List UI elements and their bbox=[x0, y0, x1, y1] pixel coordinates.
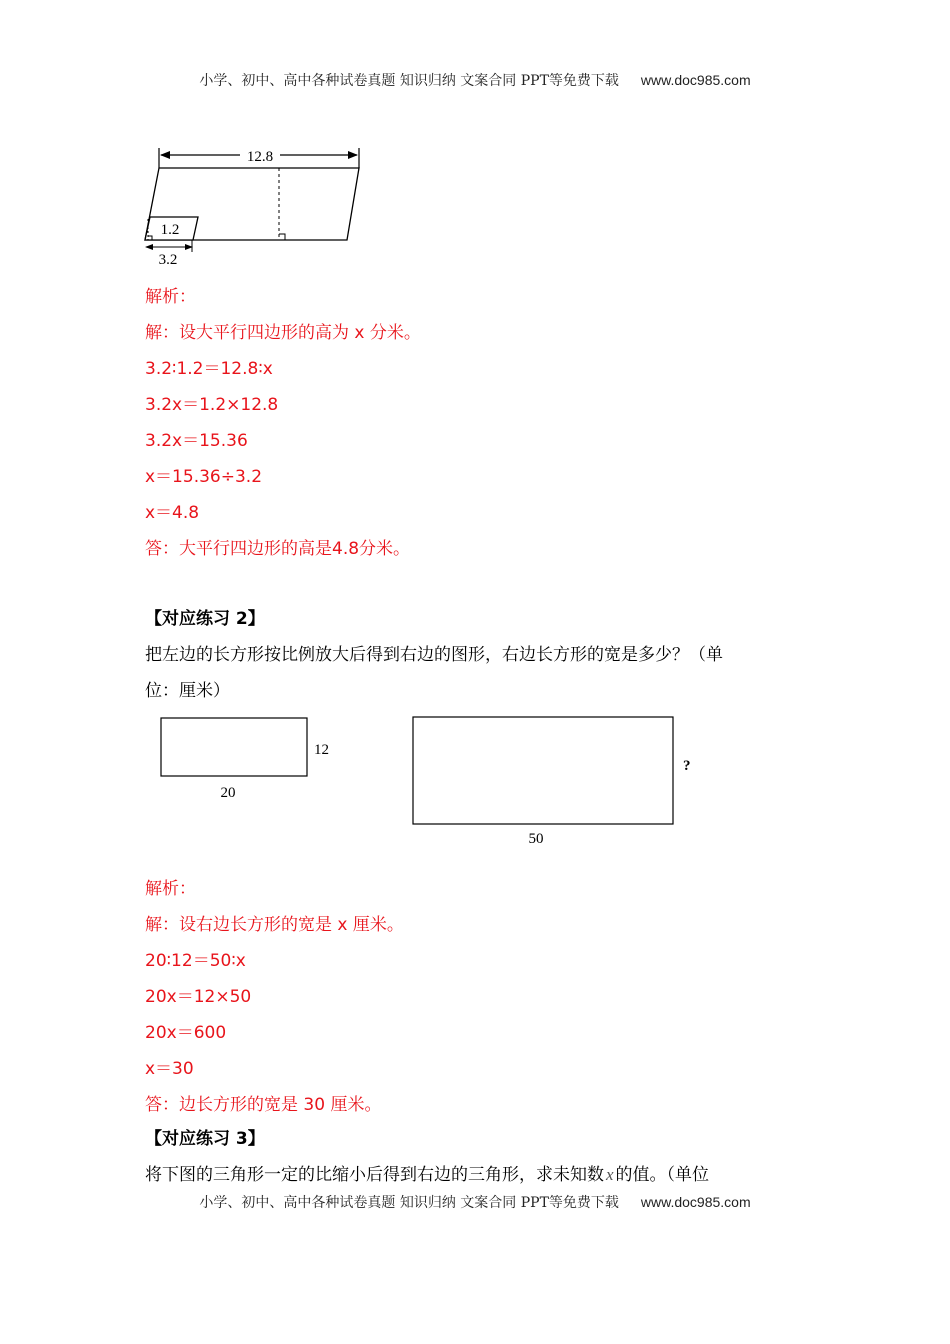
arrow-left bbox=[160, 151, 170, 159]
exercise3-question-b: 的值。（单位 bbox=[615, 1165, 710, 1185]
solution2-line-5: x＝30 bbox=[145, 1059, 194, 1079]
solution2-line-1: 解：设右边长方形的宽是 x 厘米。 bbox=[145, 915, 404, 935]
label-small-height: 12 bbox=[314, 742, 329, 758]
solution1-line-1: 解：设大平行四边形的高为 x 分米。 bbox=[145, 323, 421, 343]
solution1-line-3: 3.2x＝1.2×12.8 bbox=[145, 395, 279, 415]
header-text: 小学、初中、高中各种试卷真题 知识归纳 文案合同 PPT等免费下载 bbox=[199, 73, 619, 89]
label-small-width: 20 bbox=[220, 785, 236, 801]
page-header bbox=[0, 70, 950, 90]
small-rectangle bbox=[161, 718, 307, 776]
solution2-line-2: 20∶12＝50∶x bbox=[145, 951, 246, 971]
label-small-height: 1.2 bbox=[160, 222, 180, 238]
exercise3-title: 【对应练习 3】 bbox=[145, 1129, 265, 1149]
large-rectangle bbox=[413, 717, 673, 824]
exercise2-title: 【对应练习 2】 bbox=[145, 609, 265, 629]
solution1-line-4: 3.2x＝15.36 bbox=[145, 431, 248, 451]
label-large-width: 50 bbox=[528, 831, 544, 847]
footer-text: 小学、初中、高中各种试卷真题 知识归纳 文案合同 PPT等免费下载 bbox=[199, 1195, 619, 1211]
solution2-line-3: 20x＝12×50 bbox=[145, 987, 252, 1007]
solution1-line-2: 3.2∶1.2＝12.8∶x bbox=[145, 359, 273, 379]
rectangles-figure bbox=[150, 710, 710, 855]
solution2-line-6: 答：边长方形的宽是 30 厘米。 bbox=[145, 1095, 382, 1115]
arrow-bottom-left bbox=[145, 244, 153, 250]
exercise3-question-a: 将下图的三角形一定的比缩小后得到右边的三角形，求未知数 bbox=[145, 1165, 604, 1185]
footer-site: www.doc985.com bbox=[640, 1194, 751, 1210]
exercise3-question-line1 bbox=[145, 1160, 709, 1185]
parallelogram-figure bbox=[130, 140, 380, 270]
solution1-line-7: 答：大平行四边形的高是4.8分米。 bbox=[145, 539, 411, 559]
solution2-title: 解析： bbox=[145, 879, 196, 899]
page-footer bbox=[0, 1192, 950, 1212]
exercise3-variable: x bbox=[606, 1165, 614, 1184]
arrow-right bbox=[348, 151, 358, 159]
right-angle-mark bbox=[279, 234, 285, 240]
header-site: www.doc985.com bbox=[640, 72, 751, 88]
solution1-line-6: x＝4.8 bbox=[145, 503, 200, 523]
solution1-title: 解析： bbox=[145, 287, 196, 307]
solution1-line-5: x＝15.36÷3.2 bbox=[145, 467, 263, 487]
label-large-height: ? bbox=[683, 758, 691, 774]
exercise2-question-line2: 位：厘米） bbox=[145, 681, 230, 701]
solution2-line-4: 20x＝600 bbox=[145, 1023, 227, 1043]
label-top-length: 12.8 bbox=[246, 149, 274, 165]
label-small-base: 3.2 bbox=[158, 252, 178, 268]
exercise2-question-line1: 把左边的长方形按比例放大后得到右边的图形，右边长方形的宽是多少？（单 bbox=[145, 645, 723, 665]
